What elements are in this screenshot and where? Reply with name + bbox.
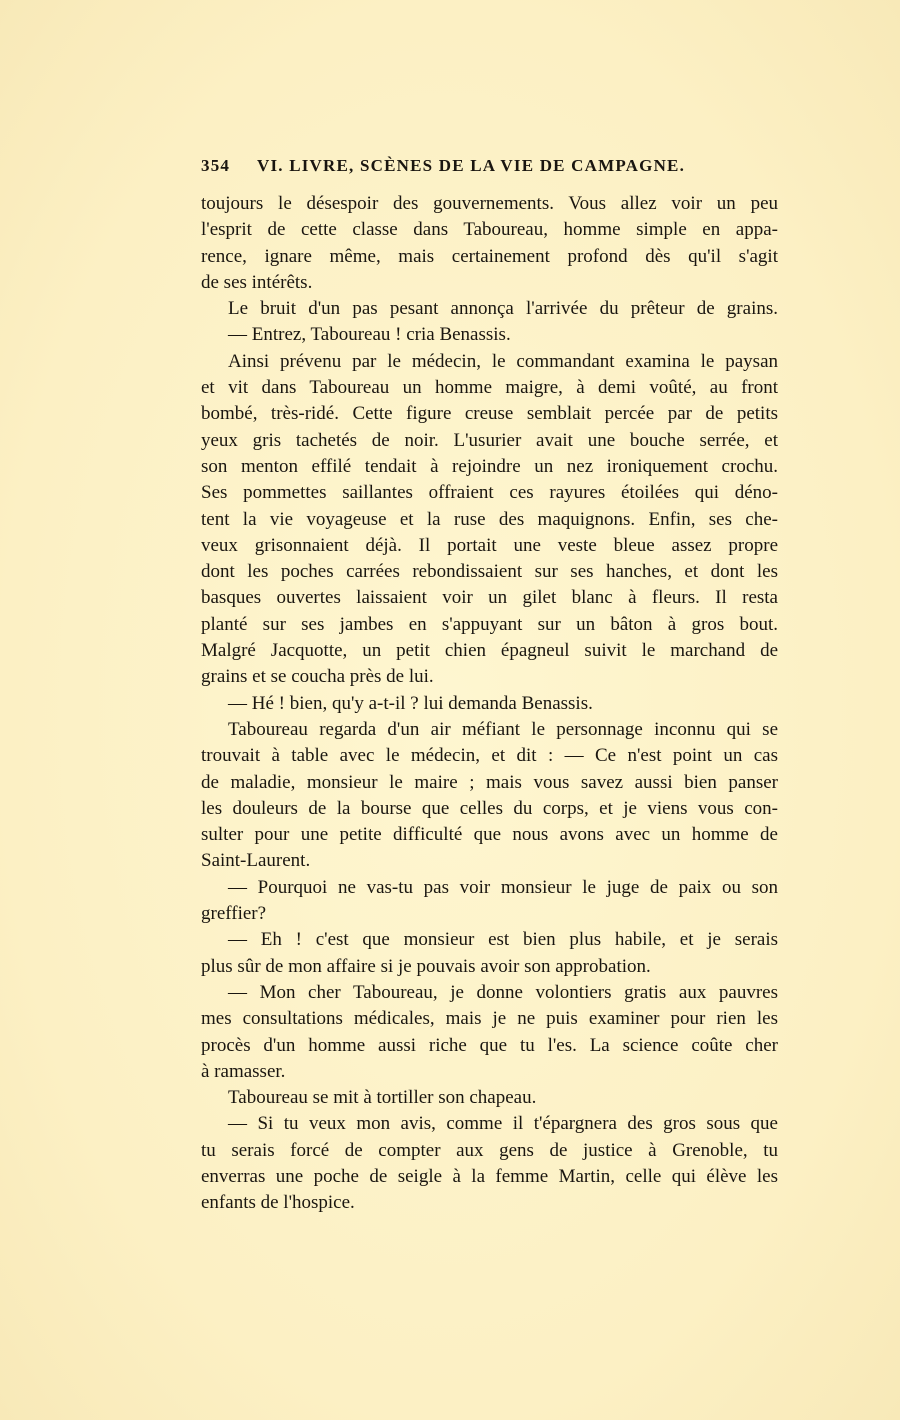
text-line: Taboureau se mit à tortiller son chapeau. bbox=[228, 1087, 537, 1109]
text-line: — Mon cher Taboureau, je donne volontiers gratis aux pauvres bbox=[228, 981, 778, 1003]
text-line: de maladie, monsieur le maire ; mais vous savez aussi bien panser bbox=[201, 771, 778, 793]
text-line: l'esprit de cette classe dans Taboureau, homme simple en appa- bbox=[201, 219, 778, 241]
text-line: enverras une poche de seigle à la femme Martin, celle qui élève les bbox=[201, 1165, 778, 1187]
text-line: Saint-Laurent. bbox=[201, 850, 311, 872]
text-line: rence, ignare même, mais certainement profond dès qu'il s'agit bbox=[201, 245, 778, 267]
text-line: bombé, très-ridé. Cette figure creuse semblait percée par de petits bbox=[201, 403, 778, 425]
text-line: mes consultations médicales, mais je ne puis examiner pour rien les bbox=[201, 1008, 778, 1030]
text-line: basques ouvertes laissaient voir un gilet blanc à fleurs. Il resta bbox=[201, 587, 778, 609]
text-line: Malgré Jacquotte, un petit chien épagneul suivit le marchand de bbox=[201, 640, 778, 662]
text-line: — Eh ! c'est que monsieur est bien plus habile, et je serais bbox=[228, 929, 778, 951]
text-line: planté sur ses jambes en s'appuyant sur un bâton à gros bout. bbox=[201, 613, 778, 635]
text-line: à ramasser. bbox=[201, 1060, 286, 1082]
text-line: toujours le désespoir des gouvernements. Vous allez voir un peu bbox=[201, 193, 778, 214]
text-line: son menton effilé tendait à rejoindre un nez ironiquement crochu. bbox=[201, 455, 778, 477]
text-line: yeux gris tachetés de noir. L'usurier avait une bouche serrée, et bbox=[201, 429, 778, 451]
text-line: — Si tu veux mon avis, comme il t'épargnera des gros sous que bbox=[228, 1113, 778, 1135]
text-line: tu serais forcé de compter aux gens de justice à Grenoble, tu bbox=[201, 1139, 778, 1161]
text-line: Taboureau regarda d'un air méfiant le personnage inconnu qui se bbox=[228, 718, 778, 740]
text-line: greffier? bbox=[201, 903, 267, 925]
text-line: enfants de l'hospice. bbox=[201, 1192, 355, 1214]
text-line: plus sûr de mon affaire si je pouvais avoir son approbation. bbox=[201, 955, 651, 977]
text-line: Le bruit d'un pas pesant annonça l'arrivée du prêteur de grains. bbox=[228, 298, 778, 320]
text-line: de ses intérêts. bbox=[201, 271, 313, 293]
running-header bbox=[201, 156, 778, 180]
text-line: trouvait à table avec le médecin, et dit : — Ce n'est point un cas bbox=[201, 745, 778, 767]
text-line: Ses pommettes saillantes offraient ces rayures étoilées qui déno- bbox=[201, 482, 778, 504]
text-line: — Pourquoi ne vas-tu pas voir monsieur le juge de paix ou son bbox=[228, 876, 778, 898]
text-line: sulter pour une petite difficulté que nous avons avec un homme de bbox=[201, 824, 778, 846]
running-title: VI. LIVRE, SCÈNES DE LA VIE DE CAMPAGNE. bbox=[257, 156, 686, 175]
text-line: et vit dans Taboureau un homme maigre, à demi voûté, au front bbox=[201, 377, 778, 399]
page-number: 354 bbox=[201, 156, 231, 175]
text-line: procès d'un homme aussi riche que tu l'es. La science coûte cher bbox=[201, 1034, 778, 1056]
text-line: grains et se coucha près de lui. bbox=[201, 666, 434, 688]
text-line: — Hé ! bien, qu'y a-t-il ? lui demanda Benassis. bbox=[228, 692, 593, 714]
text-line: — Entrez, Taboureau ! cria Benassis. bbox=[228, 324, 511, 346]
body-text bbox=[201, 191, 778, 1217]
text-line: veux grisonnaient déjà. Il portait une veste bleue assez propre bbox=[201, 534, 778, 556]
text-line: dont les poches carrées rebondissaient sur ses hanches, et dont les bbox=[201, 561, 778, 583]
text-line: les douleurs de la bourse que celles du corps, et je viens vous con- bbox=[201, 797, 778, 819]
text-line: tent la vie voyageuse et la ruse des maquignons. Enfin, ses che- bbox=[201, 508, 778, 530]
text-line: Ainsi prévenu par le médecin, le commandant examina le paysan bbox=[228, 350, 778, 372]
